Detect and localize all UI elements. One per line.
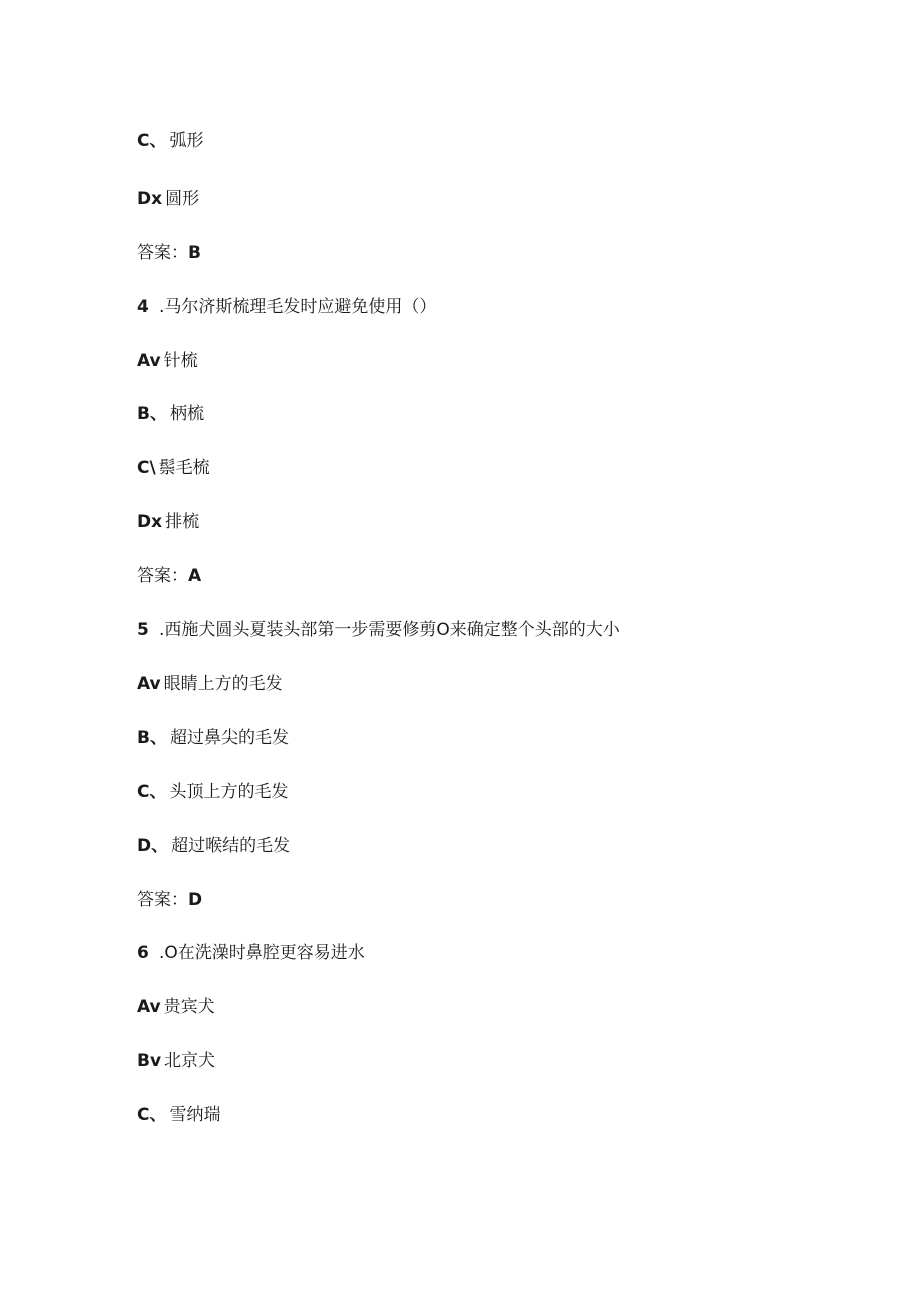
option-text: 圆形 <box>165 189 200 209</box>
answer-line <box>137 889 202 911</box>
question-text: .西施犬圆头夏装头部第一步需要修剪O来确定整个头部的大小 <box>159 620 620 640</box>
option-line <box>137 350 198 372</box>
option-line <box>137 1050 215 1072</box>
option-line <box>137 781 288 803</box>
answer-label: 答案： <box>137 890 188 910</box>
option-line <box>137 457 210 479</box>
option-key: Av <box>137 997 161 1017</box>
option-key: C、 <box>137 131 167 151</box>
option-key: B、 <box>137 404 167 424</box>
answer-label: 答案： <box>137 566 188 586</box>
option-text: 弧形 <box>169 131 204 151</box>
option-text: 超过喉结的毛发 <box>171 836 291 856</box>
question-line <box>137 296 436 318</box>
option-key: C、 <box>137 782 167 802</box>
answer-value: A <box>188 566 202 586</box>
option-line <box>137 511 199 533</box>
answer-value: B <box>188 243 201 263</box>
option-key: Av <box>137 674 161 694</box>
answer-line <box>137 242 201 264</box>
option-key: C、 <box>137 1105 167 1125</box>
option-text: 鬃毛梳 <box>158 458 210 478</box>
option-text: 超过鼻尖的毛发 <box>169 728 289 748</box>
option-line <box>137 188 199 210</box>
option-key: D、 <box>137 836 169 856</box>
option-key: Av <box>137 351 161 371</box>
option-line <box>137 996 215 1018</box>
answer-line <box>137 565 201 587</box>
option-text: 北京犬 <box>164 1051 216 1071</box>
question-number: 6 <box>137 943 149 963</box>
option-line <box>137 1104 220 1126</box>
option-text: 排梳 <box>165 512 200 532</box>
option-key: C\ <box>137 458 156 478</box>
question-number: 5 <box>137 620 149 640</box>
option-line <box>137 835 290 857</box>
option-text: 眼睛上方的毛发 <box>163 674 283 694</box>
option-text: 柄梳 <box>169 404 204 424</box>
question-line <box>137 619 620 641</box>
option-key: B、 <box>137 728 167 748</box>
question-text: .马尔济斯梳理毛发时应避免使用（） <box>159 297 437 317</box>
option-key: Dx <box>137 189 163 209</box>
option-line <box>137 727 289 749</box>
option-text: 头顶上方的毛发 <box>169 782 289 802</box>
option-line <box>137 403 204 425</box>
question-text: .O在洗澡时鼻腔更容易进水 <box>159 943 365 963</box>
option-text: 贵宾犬 <box>163 997 215 1017</box>
question-number: 4 <box>137 297 149 317</box>
option-key: Dx <box>137 512 163 532</box>
option-key: Bv <box>137 1051 162 1071</box>
option-text: 针梳 <box>163 351 198 371</box>
answer-value: D <box>188 890 203 910</box>
option-text: 雪纳瑞 <box>169 1105 221 1125</box>
answer-label: 答案： <box>137 243 188 263</box>
question-line <box>137 942 365 964</box>
option-line <box>137 673 283 695</box>
option-line <box>137 130 203 152</box>
